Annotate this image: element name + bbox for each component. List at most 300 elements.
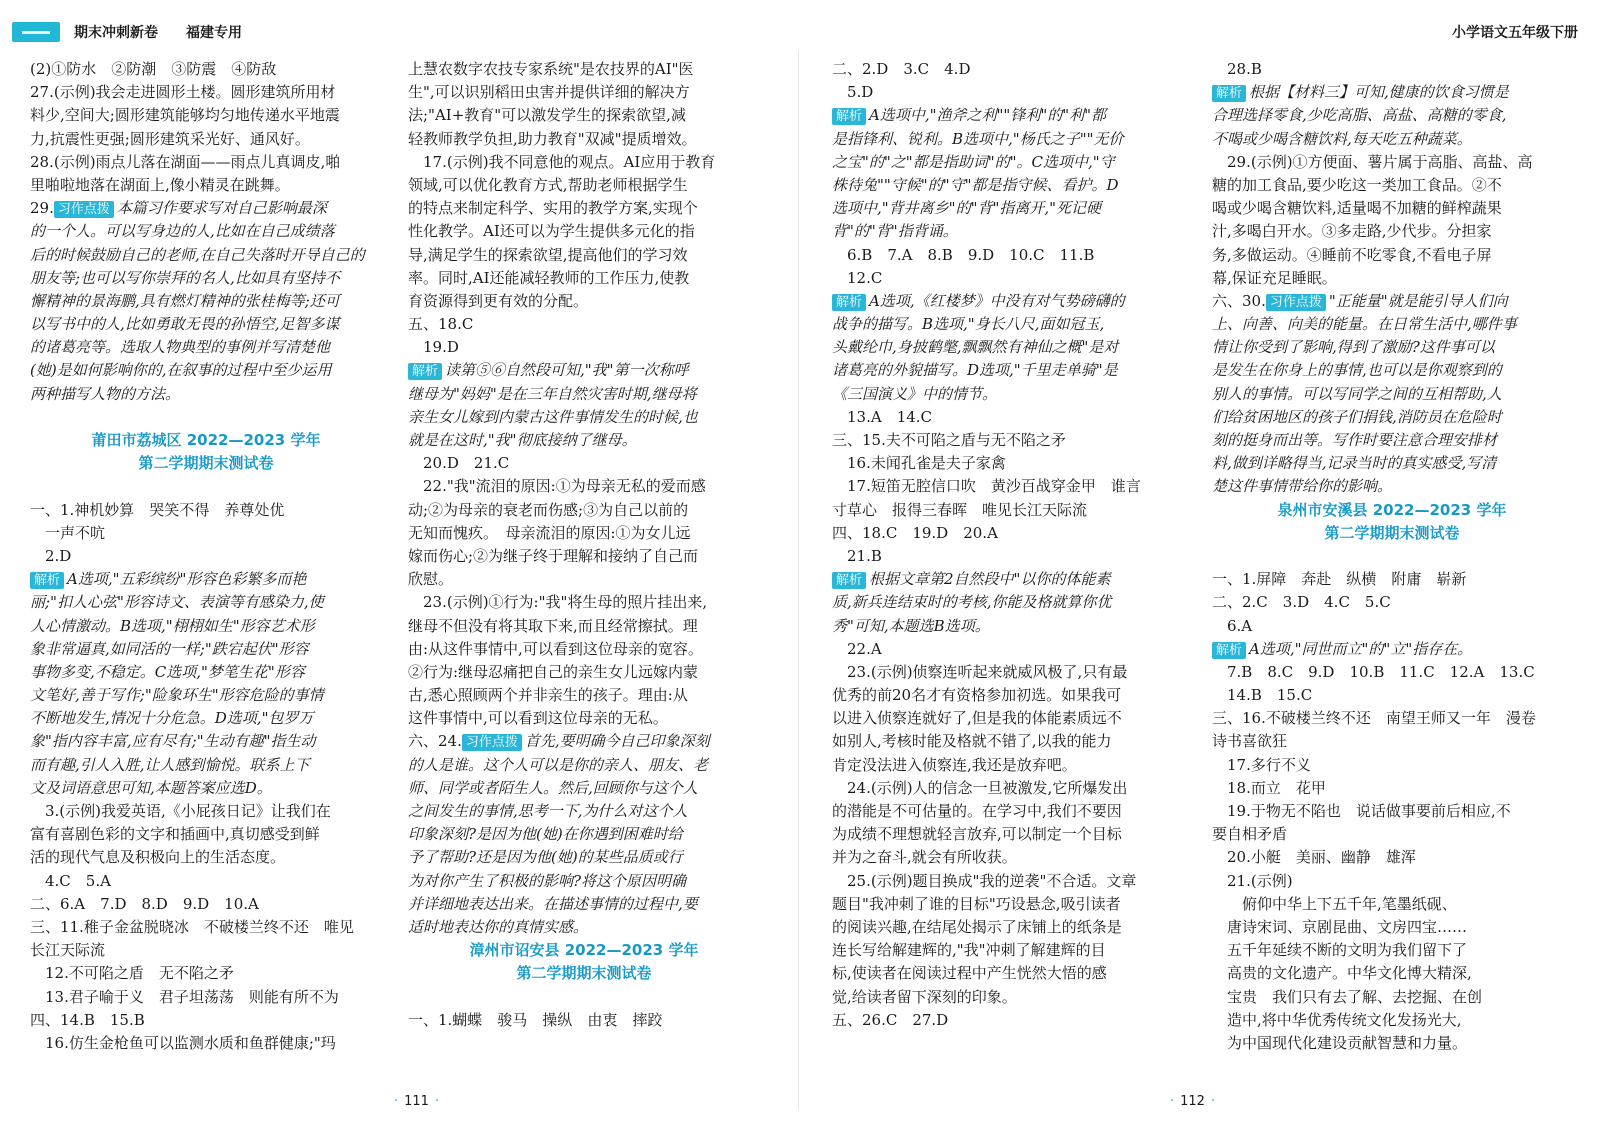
- answer-line: [408, 290, 760, 313]
- note-line: [30, 568, 382, 591]
- answer-line: [1212, 916, 1572, 939]
- line-text: 一、1.屏障 奔赴 纵横 附庸 崭新: [1212, 570, 1467, 589]
- answer-line: [30, 870, 382, 893]
- note-tag: 解析: [1212, 85, 1246, 102]
- answer-line: [1212, 893, 1572, 916]
- answer-line: [1212, 1032, 1572, 1055]
- line-text: 16.仿生金枪鱼可以监测水质和鱼群健康;"玛: [30, 1033, 336, 1052]
- answer-line: [30, 128, 382, 151]
- line-text: 务,多做运动。④睡前不吃零食,不看电子屏: [1212, 245, 1492, 264]
- answer-column-2: [408, 58, 760, 1032]
- line-text: 23.(示例)①行为:"我"将生母的照片挂出来,: [408, 593, 708, 612]
- page-gutter: [798, 50, 799, 1110]
- answer-line: [30, 244, 382, 267]
- answer-line: [832, 754, 1184, 777]
- answer-line: [832, 267, 1184, 290]
- answer-line: [408, 452, 760, 475]
- line-text: 上、向善、向美的能量。在日常生活中,哪件事: [1212, 315, 1517, 334]
- answer-line: [1212, 591, 1572, 614]
- section-title: [1212, 522, 1572, 545]
- line-text: ②行为:继母忍痛把自己的亲生女儿远嫁内蒙: [408, 662, 699, 681]
- line-text: 背"的"背"指背诵。: [832, 222, 958, 241]
- answer-line: [408, 754, 760, 777]
- line-text: 文笔好,善于写作;"险象环生"形容危险的事情: [30, 686, 324, 705]
- line-text: 的特点来制定科学、实用的教学方案,实现个: [408, 199, 698, 218]
- answer-line: [832, 336, 1184, 359]
- line-text: 领域,可以优化教育方式,帮助老师根据学生: [408, 175, 688, 194]
- line-text: 25.(示例)题目换成"我的逆袭"不合适。文章: [832, 871, 1137, 890]
- answer-line: [408, 58, 760, 81]
- note-line: [832, 568, 1184, 591]
- answer-line: [408, 591, 760, 614]
- line-text: 予了帮助?还是因为他(她)的某些品质或行: [408, 848, 683, 867]
- line-text: 如别人,考核时能及格就不错了,以我的能力: [832, 732, 1112, 751]
- line-text: 唐诗宋词、京剧昆曲、文房四宝……: [1212, 917, 1468, 936]
- line-text: 24.(示例)人的信念一旦被激发,它所爆发出: [832, 778, 1128, 797]
- line-text: A选项,《红楼梦》中没有对气势磅礴的: [869, 291, 1125, 310]
- line-text: 里啪啦地落在湖面上,像小精灵在跳舞。: [30, 175, 290, 194]
- line-text: A选项,"五彩缤纷"形容色彩繁多而艳: [67, 570, 307, 589]
- item-number: 六、30.: [1212, 291, 1266, 310]
- answer-line: [408, 615, 760, 638]
- answer-line: [832, 359, 1184, 382]
- section-title: [408, 939, 760, 962]
- answer-line: [832, 220, 1184, 243]
- answer-line: [408, 870, 760, 893]
- line-text: 俯仰中华上下五千年,笔墨纸砚、: [1212, 894, 1457, 913]
- line-text: 寸草心 报得三春晖 唯见长江天际流: [832, 500, 1088, 519]
- answer-line: [1212, 568, 1572, 591]
- series-logo: [12, 22, 60, 42]
- item-number: 六、24.: [408, 732, 462, 751]
- answer-line: [30, 81, 382, 104]
- answer-line: [1212, 336, 1572, 359]
- line-text: 28.B: [1212, 60, 1262, 78]
- answer-line: [30, 1009, 382, 1032]
- answer-column-1: [30, 58, 382, 1055]
- line-text: 朋友等;也可以写你崇拜的名人,比如具有坚持不: [30, 268, 340, 287]
- answer-line: [832, 846, 1184, 869]
- answer-line: [30, 777, 382, 800]
- answer-line: [408, 244, 760, 267]
- answer-line: [30, 290, 382, 313]
- answer-line: [832, 684, 1184, 707]
- line-text: 18.而立 花甲: [1212, 778, 1326, 797]
- line-text: 印象深刻?是因为他(她)在你遇到困难时给: [408, 825, 683, 844]
- line-text: 肯定没法进入侦察连,我还是放弃吧。: [832, 755, 1077, 774]
- line-text: 12.不可陷之盾 无不陷之矛: [30, 964, 234, 983]
- line-text: 二、2.C 3.D 4.C 5.C: [1212, 593, 1391, 612]
- line-text: 之宝"的"之"都是指助词"的"。C选项中,"守: [832, 152, 1115, 171]
- line-text: 以写书中的人,比如勇敢无畏的孙悟空,足智多谋: [30, 315, 340, 334]
- answer-line: [832, 58, 1184, 81]
- answer-line: [1212, 684, 1572, 707]
- answer-line: [408, 174, 760, 197]
- line-text: 19.D: [408, 338, 459, 357]
- answer-line: [832, 638, 1184, 661]
- answer-line: [408, 846, 760, 869]
- line-text: 头戴纶巾,身披鹤氅,飘飘然有神仙之概"是对: [832, 338, 1119, 357]
- answer-line: [30, 383, 382, 406]
- answer-line: [1212, 128, 1572, 151]
- note-line: [408, 730, 760, 753]
- line-text: 长江天际流: [30, 941, 106, 960]
- page-number-left: · 111 ·: [388, 1094, 445, 1109]
- line-text: 就是在这时,"我"彻底接纳了继母。: [408, 431, 637, 449]
- line-text: 一声不吭: [30, 523, 106, 542]
- line-text: 6.B 7.A 8.B 9.D 10.C 11.B: [832, 245, 1095, 264]
- answer-line: [30, 58, 382, 81]
- line-text: 27.(示例)我会走进圆形土楼。圆形建筑所用材: [30, 83, 336, 102]
- answer-line: [30, 707, 382, 730]
- answer-line: [30, 730, 382, 753]
- note-line: [30, 197, 382, 220]
- answer-line: [408, 1009, 760, 1032]
- line-text: 文及词语意思可知,本题答案应选D。: [30, 778, 272, 797]
- line-text: 22.A: [832, 639, 882, 658]
- note-tag: 习作点拨: [462, 734, 522, 751]
- answer-line: [408, 684, 760, 707]
- answer-column-3: [832, 58, 1184, 1032]
- answer-line: [30, 939, 382, 962]
- answer-line: [1212, 800, 1572, 823]
- line-text: 师、同学或者陌生人。然后,回顾你与这个人: [408, 778, 698, 797]
- answer-line: [408, 707, 760, 730]
- answer-line: [1212, 174, 1572, 197]
- answer-line: [30, 406, 382, 429]
- answer-line: [30, 615, 382, 638]
- line-text: 根据文章第2自然段中"以你的体能素: [869, 570, 1111, 589]
- section-title: [30, 452, 382, 475]
- answer-line: [832, 244, 1184, 267]
- answer-line: [408, 267, 760, 290]
- line-text: 这件事情中,可以看到这位母亲的无私。: [408, 709, 668, 728]
- line-text: 23.(示例)侦察连听起来就威风极了,只有最: [832, 662, 1128, 681]
- line-text: 高贵的文化遗产。中华文化博大精深,: [1212, 964, 1472, 983]
- line-text: 四、18.C 19.D 20.A: [832, 523, 998, 542]
- note-tag: 习作点拨: [54, 201, 114, 218]
- line-text: 不断地发生,情况十分危急。D选项,"包罗万: [30, 709, 314, 728]
- answer-line: [1212, 870, 1572, 893]
- line-text: 之间发生的事情,思考一下,为什么对这个人: [408, 802, 688, 820]
- answer-line: [832, 1009, 1184, 1032]
- line-text: A选项中,"渔斧之利""锋利"的"利"都: [869, 106, 1107, 125]
- answer-line: [832, 81, 1184, 104]
- answer-line: [408, 128, 760, 151]
- answer-line: [30, 545, 382, 568]
- line-text: 战争的描写。B选项,"身长八尺,面如冠玉,: [832, 315, 1105, 334]
- note-tag: 解析: [1212, 642, 1246, 659]
- answer-line: [832, 429, 1184, 452]
- answer-line: [832, 823, 1184, 846]
- line-text: 五千年延续不断的文明为我们留下了: [1212, 941, 1468, 960]
- answer-line: [1212, 754, 1572, 777]
- answer-line: [408, 81, 760, 104]
- answer-line: [30, 638, 382, 661]
- line-text: 的潜能是不可估量的。在学习中,我们不要因: [832, 802, 1122, 820]
- answer-line: [1212, 939, 1572, 962]
- line-text: 上慧农数字农技专家系统"是农技界的AI"医: [408, 60, 694, 78]
- line-text: A选项,"同世而立"的"立"指存在。: [1249, 639, 1473, 658]
- answer-line: [832, 591, 1184, 614]
- answer-line: [30, 661, 382, 684]
- answer-line: [30, 313, 382, 336]
- line-text: 诸葛亮的外貌描写。D选项,"千里走单骑"是: [832, 361, 1118, 380]
- answer-line: [408, 406, 760, 429]
- answer-line: [1212, 267, 1572, 290]
- answer-line: [408, 151, 760, 174]
- line-text: 五、26.C 27.D: [832, 1010, 949, 1029]
- line-text: 一、1.神机妙算 哭笑不得 养尊处优: [30, 500, 285, 519]
- series-title: 期末冲刺新卷: [74, 25, 158, 41]
- answer-line: [1212, 661, 1572, 684]
- line-text: 质,新兵连结束时的考核,你能及格就算你优: [832, 593, 1112, 612]
- line-text: 欣慰。: [408, 570, 454, 589]
- note-tag: 解析: [832, 572, 866, 589]
- line-text: 嫁而伤心;②为继子终于理解和接纳了自己而: [408, 546, 699, 565]
- answer-line: [832, 986, 1184, 1009]
- line-text: 株待兔""守候"的"守"都是指守候、看护。D: [832, 175, 1119, 194]
- line-text: 是发生在你身上的事情,也可以是你观察到的: [1212, 361, 1502, 380]
- answer-line: [408, 638, 760, 661]
- answer-line: [1212, 475, 1572, 498]
- line-text: 6.A: [1212, 616, 1253, 635]
- line-text: 为对你产生了积极的影响?将这个原因明确: [408, 871, 687, 890]
- line-text: 的阅读兴趣,在结尾处揭示了床铺上的纸条是: [832, 917, 1122, 936]
- page-number-right: · 112 ·: [1164, 1094, 1221, 1109]
- answer-line: [408, 429, 760, 452]
- answer-line: [832, 522, 1184, 545]
- line-text: 四、14.B 15.B: [30, 1010, 145, 1029]
- note-tag: 解析: [30, 572, 64, 589]
- line-text: 16.未闻孔雀是夫子家禽: [832, 454, 1006, 473]
- answer-line: [832, 962, 1184, 985]
- answer-line: [30, 336, 382, 359]
- answer-line: [30, 591, 382, 614]
- answer-line: [1212, 197, 1572, 220]
- answer-line: [832, 893, 1184, 916]
- answer-line: [1212, 151, 1572, 174]
- answer-line: [30, 823, 382, 846]
- answer-line: [408, 220, 760, 243]
- line-text: 刻的挺身而出等。写作时要注意合理安排材: [1212, 431, 1498, 449]
- answer-line: [832, 174, 1184, 197]
- line-text: "正能量"就是能引导人们向: [1328, 291, 1508, 310]
- line-text: 事物多变,不稳定。C选项,"梦笔生花"形容: [30, 662, 305, 681]
- answer-line: [408, 777, 760, 800]
- answer-line: [832, 615, 1184, 638]
- answer-line: [30, 1032, 382, 1055]
- line-text: 觉,给读者留下深刻的印象。: [832, 987, 1017, 1006]
- answer-line: [832, 870, 1184, 893]
- line-text: 21.B: [832, 546, 882, 565]
- line-text: 优秀的前20名才有资格参加初选。如果我可: [832, 686, 1122, 705]
- line-text: 三、16.不破楼兰终不还 南望王师又一年 漫卷: [1212, 709, 1536, 728]
- line-text: 后的时候鼓励自己的老师,在自己失落时开导自己的: [30, 245, 365, 264]
- line-text: 21.(示例): [1212, 871, 1293, 890]
- line-text: 料,做到详略得当,记录当时的真实感受,写清: [1212, 454, 1497, 473]
- answer-line: [1212, 359, 1572, 382]
- line-text: 第二学期期末测试卷: [1324, 523, 1460, 542]
- line-text: 选项中,"背井离乡"的"背"指离开,"死记硬: [832, 199, 1102, 218]
- line-text: 而有趣,引人入胜,让人感到愉悦。联系上下: [30, 755, 310, 774]
- answer-line: [408, 475, 760, 498]
- line-text: 12.C: [832, 268, 883, 287]
- line-text: 人心情激动。B选项,"栩栩如生"形容艺术形: [30, 616, 315, 635]
- line-text: 不喝或少喝含糖饮料,每天吃五种蔬菜。: [1212, 129, 1472, 148]
- line-text: 《三国演义》中的情节。: [832, 384, 998, 403]
- answer-line: [832, 939, 1184, 962]
- line-text: 29.(示例)①方便面、薯片属于高脂、高盐、高: [1212, 152, 1533, 171]
- line-text: 本篇习作要求写对自己影响最深: [116, 199, 327, 218]
- answer-line: [832, 777, 1184, 800]
- line-text: 三、11.稚子金盆脱晓冰 不破楼兰终不还 唯见: [30, 917, 354, 936]
- section-title: [1212, 499, 1572, 522]
- line-text: 法;"AI+教育"可以激发学生的探索欲望,减: [408, 106, 686, 125]
- line-text: 糖的加工食品,要少吃这一类加工食品。②不: [1212, 175, 1502, 194]
- line-text: 汁,多喝白开水。③多走路,少代步。分担家: [1212, 222, 1492, 241]
- answer-line: [30, 754, 382, 777]
- item-number: 29.: [30, 199, 54, 218]
- answer-line: [832, 707, 1184, 730]
- answer-line: [1212, 452, 1572, 475]
- line-text: 象"指内容丰富,应有尽有;"生动有趣"指生动: [30, 732, 316, 751]
- line-text: 二、6.A 7.D 8.D 9.D 10.A: [30, 894, 259, 913]
- line-text: 为中国现代化建设贡献智慧和力量。: [1212, 1033, 1468, 1052]
- line-text: 生",可以识别稻田虫害并提供详细的解决方: [408, 83, 690, 102]
- answer-line: [832, 545, 1184, 568]
- answer-line: [30, 359, 382, 382]
- line-text: 第二学期期末测试卷: [516, 964, 652, 983]
- answer-line: [1212, 383, 1572, 406]
- line-text: 轻教师教学负担,助力教育"双减"提质增效。: [408, 129, 697, 148]
- line-text: 读第⑤⑥自然段可知,"我"第一次称呼: [445, 361, 689, 380]
- line-text: 第二学期期末测试卷: [138, 454, 274, 473]
- line-text: 秀"可知,本题选B选项。: [832, 616, 990, 635]
- answer-line: [1212, 104, 1572, 127]
- answer-line: [30, 151, 382, 174]
- line-text: 两种描写人物的方法。: [30, 384, 181, 403]
- answer-line: [30, 475, 382, 498]
- line-text: 性化教学。AI还可以为学生提供多元化的指: [408, 222, 695, 241]
- note-tag: 解析: [832, 108, 866, 125]
- line-text: 造中,将中华优秀传统文化发扬光大,: [1212, 1010, 1462, 1029]
- note-line: [832, 104, 1184, 127]
- answer-line: [832, 406, 1184, 429]
- line-text: 幕,保证充足睡眠。: [1212, 268, 1337, 287]
- line-text: 首先,要明确今自己印象深刻: [524, 732, 710, 751]
- line-text: 导,满足学生的探索欲望,提高他们的学习效: [408, 245, 688, 264]
- line-text: 懈精神的景海鹏,具有燃灯精神的张桂梅等;还可: [30, 291, 340, 310]
- answer-line: [832, 197, 1184, 220]
- answer-line: [1212, 58, 1572, 81]
- answer-line: [408, 800, 760, 823]
- answer-line: [832, 452, 1184, 475]
- answer-line: [1212, 962, 1572, 985]
- answer-line: [408, 568, 760, 591]
- line-text: 楚这件事情带给你的影响。: [1212, 477, 1393, 496]
- line-text: 别人的事情。可以写同学之间的互相帮助,人: [1212, 384, 1502, 403]
- answer-line: [30, 104, 382, 127]
- page-header: [0, 0, 1600, 44]
- answer-line: [1212, 244, 1572, 267]
- note-tag: 解析: [832, 294, 866, 311]
- line-text: 22."我"流泪的原因:①为母亲无私的爱而感: [408, 477, 706, 496]
- answer-line: [408, 893, 760, 916]
- line-text: 并详细地表达出来。在描述事情的过程中,要: [408, 894, 698, 913]
- answer-line: [832, 128, 1184, 151]
- line-text: 17.多行不义: [1212, 755, 1311, 774]
- line-text: 活的现代气息及积极向上的生活态度。: [30, 848, 286, 867]
- answer-line: [832, 383, 1184, 406]
- answer-line: [832, 499, 1184, 522]
- note-line: [1212, 638, 1572, 661]
- line-text: 丽;"扣人心弦"形容诗文、表演等有感染力,使: [30, 593, 324, 612]
- note-line: [408, 359, 760, 382]
- answer-line: [30, 893, 382, 916]
- answer-line: [408, 823, 760, 846]
- line-text: 根据【材料三】可知,健康的饮食习惯是: [1249, 83, 1509, 102]
- answer-line: [408, 522, 760, 545]
- line-text: 3.(示例)我爱英语,《小屁孩日记》让我们在: [30, 802, 331, 820]
- answer-line: [1212, 730, 1572, 753]
- line-text: 率。同时,AI还能减轻教师的工作压力,使教: [408, 268, 690, 287]
- line-text: 动;②为母亲的衰老而伤感;③为自己以前的: [408, 500, 689, 519]
- line-text: 由:从这件事情中,可以看到这位母亲的宽容。: [408, 639, 703, 658]
- section-title: [30, 429, 382, 452]
- answer-line: [1212, 429, 1572, 452]
- note-line: [1212, 290, 1572, 313]
- line-text: 三、15.夫不可陷之盾与无不陷之矛: [832, 431, 1066, 449]
- region-tag: 福建专用: [186, 25, 242, 41]
- line-text: 13.A 14.C: [832, 407, 933, 426]
- line-text: 无知而愧疚。 母亲流泪的原因:①为女儿远: [408, 523, 691, 542]
- line-text: 富有喜剧色彩的文字和插画中,真切感受到鲜: [30, 825, 320, 844]
- answer-line: [408, 104, 760, 127]
- line-text: 17.短笛无腔信口吹 黄沙百战穿金甲 谁言: [832, 477, 1141, 496]
- answer-line: [1212, 986, 1572, 1009]
- note-line: [832, 290, 1184, 313]
- line-text: (2)①防水 ②防潮 ③防震 ④防敌: [30, 60, 277, 78]
- answer-line: [832, 800, 1184, 823]
- answer-line: [832, 661, 1184, 684]
- section-title: [408, 962, 760, 985]
- answer-line: [30, 499, 382, 522]
- line-text: 二、2.D 3.C 4.D: [832, 60, 971, 78]
- line-text: 的人是谁。这个人可以是你的亲人、朋友、老: [408, 755, 709, 774]
- line-text: 泉州市安溪县 2022—2023 学年: [1277, 500, 1507, 519]
- answer-line: [30, 220, 382, 243]
- line-text: 13.君子喻于义 君子坦荡荡 则能有所不为: [30, 987, 339, 1006]
- note-tag: 习作点拨: [1266, 294, 1326, 311]
- answer-line: [408, 499, 760, 522]
- line-text: 宝贵 我们只有去了解、去挖掘、在创: [1212, 987, 1483, 1006]
- line-text: 继母为"妈妈"是在三年自然灾害时期,继母将: [408, 384, 697, 403]
- line-text: 莆田市荔城区 2022—2023 学年: [91, 431, 321, 449]
- answer-line: [1212, 615, 1572, 638]
- line-text: 为成绩不理想就轻言放弃,可以制定一个目标: [832, 825, 1122, 844]
- line-text: 连长写给解建辉的,"我"冲刺了解建辉的目: [832, 941, 1106, 960]
- line-text: 诗书喜欲狂: [1212, 732, 1288, 751]
- line-text: 7.B 8.C 9.D 10.B 11.C 12.A 13.C: [1212, 662, 1535, 681]
- answer-line: [30, 962, 382, 985]
- subject-title: 小学语文五年级下册: [1452, 25, 1578, 41]
- answer-line: [1212, 823, 1572, 846]
- answer-line: [408, 313, 760, 336]
- line-text: 20.D 21.C: [408, 454, 510, 473]
- line-text: 2.D: [30, 546, 72, 565]
- line-text: 合理选择零食,少吃高脂、高盐、高糖的零食,: [1212, 106, 1507, 125]
